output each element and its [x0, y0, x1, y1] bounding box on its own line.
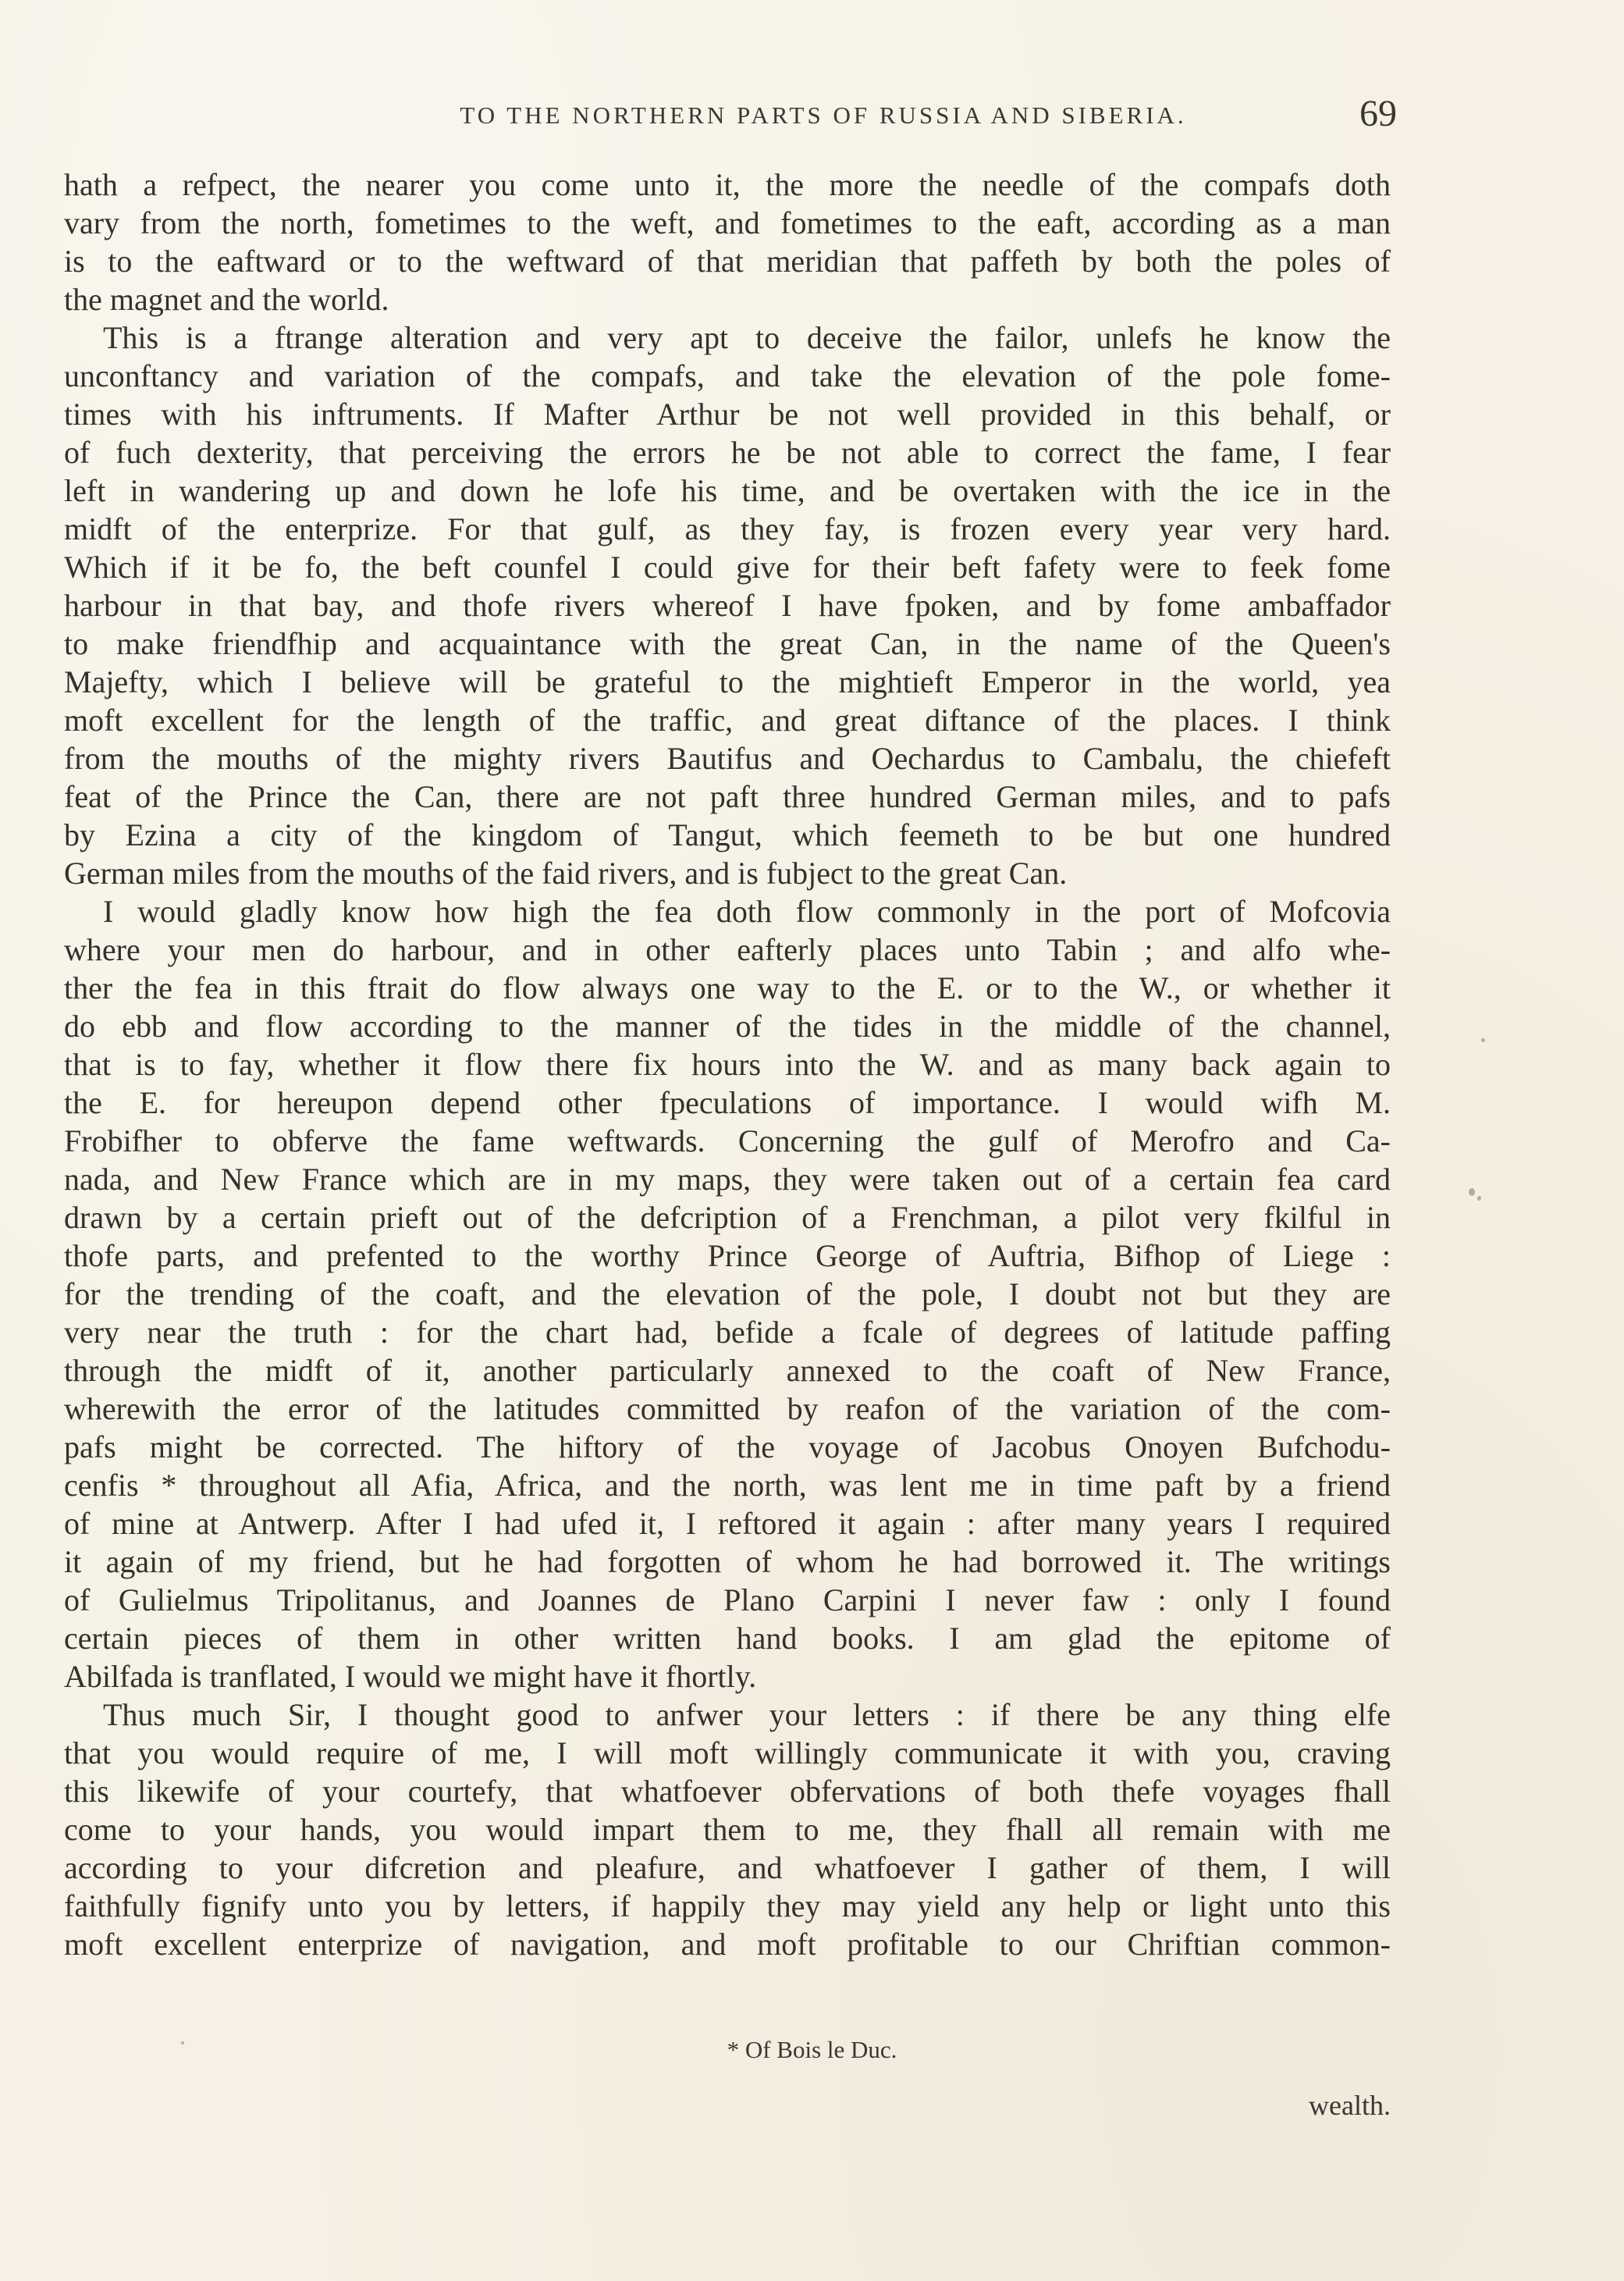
text-line: through the midft of it, another particularly annexed to the coaft of New France,: [64, 1353, 1391, 1388]
text-line: certain pieces of them in other written hand books. I am glad the epitome of: [64, 1621, 1391, 1656]
text-line: that you would require of me, I will moft willingly communicate it with you, craving: [64, 1735, 1391, 1770]
text-line: faithfully fignify unto you by letters, if happily they may yield any help or light unto this: [64, 1888, 1391, 1923]
text-line: vary from the north, fometimes to the weft, and fometimes to the eaft, according as a man: [64, 205, 1391, 240]
footnote: * Of Bois le Duc.: [727, 2036, 897, 2063]
text-line: that is to fay, whether it flow there fix hours into the W. and as many back again to: [64, 1047, 1391, 1082]
paper-speck: [181, 2041, 184, 2044]
text-line: this likewife of your courtefy, that whatfoever obfervations of both thefe voyages fhall: [64, 1774, 1391, 1809]
page-number: 69: [1359, 93, 1397, 134]
paper-speck: [1469, 1188, 1475, 1196]
text-line: Majefty, which I believe will be grateful to the mightieft Emperor in the world, yea: [64, 664, 1391, 699]
text-line: of Gulielmus Tripolitanus, and Joannes de Plano Carpini I never faw : only I found: [64, 1582, 1391, 1617]
catchword: wealth.: [1309, 2090, 1391, 2121]
text-line: pafs might be corrected. The hiftory of the voyage of Jacobus Onoyen Bufchodu-: [64, 1429, 1391, 1464]
text-line: times with his inftruments. If Mafter Arthur be not well provided in this behalf, or: [64, 397, 1391, 432]
text-line: midft of the enterprize. For that gulf, as they fay, is frozen every year very hard.: [64, 511, 1391, 546]
text-line: hath a refpect, the nearer you come unto it, the more the needle of the compafs doth: [64, 167, 1391, 202]
text-line: German miles from the mouths of the faid rivers, and is fubject to the great Can.: [64, 856, 1068, 891]
text-line: is to the eaftward or to the weftward of that meridian that paffeth by both the poles of: [64, 244, 1391, 279]
paragraph-start-line: Thus much Sir, I thought good to anfwer your letters : if there be any thing elfe: [103, 1697, 1391, 1732]
text-line: of fuch dexterity, that perceiving the errors he be not able to correct the fame, I fear: [64, 435, 1391, 470]
text-line: thofe parts, and prefented to the worthy Prince George of Auftria, Bifhop of Liege :: [64, 1238, 1391, 1273]
text-line: where your men do harbour, and in other eafterly places unto Tabin ; and alfo whe-: [64, 932, 1391, 967]
text-line: Abilfada is tranflated, I would we might have it fhortly.: [64, 1659, 757, 1694]
running-head: TO THE NORTHERN PARTS OF RUSSIA AND SIBERIA.: [460, 101, 1187, 129]
text-line: Which if it be fo, the beft counfel I could give for their beft fafety were to feek fome: [64, 550, 1391, 585]
text-line: it again of my friend, but he had forgotten of whom he had borrowed it. The writings: [64, 1544, 1391, 1579]
text-line: nada, and New France which are in my maps, they were taken out of a certain fea card: [64, 1162, 1391, 1197]
text-line: feat of the Prince the Can, there are not paft three hundred German miles, and to pafs: [64, 779, 1391, 814]
body-text: [64, 165, 1391, 1969]
text-line: from the mouths of the mighty rivers Bautifus and Oechardus to Cambalu, the chiefeft: [64, 741, 1391, 776]
text-line: cenfis * throughout all Afia, Africa, and the north, was lent me in time paft by a friend: [64, 1468, 1391, 1503]
text-line: ther the fea in this ftrait do flow always one way to the E. or to the W., or whether it: [64, 970, 1391, 1005]
text-line: harbour in that bay, and thofe rivers whereof I have fpoken, and by fome ambaffador: [64, 588, 1391, 623]
text-line: drawn by a certain prieft out of the defcription of a Frenchman, a pilot very fkilful in: [64, 1200, 1391, 1235]
text-line: by Ezina a city of the kingdom of Tangut, which feemeth to be but one hundred: [64, 817, 1391, 852]
text-line: come to your hands, you would impart them to me, they fhall all remain with me: [64, 1812, 1391, 1847]
text-line: of mine at Antwerp. After I had ufed it, I reftored it again : after many years I required: [64, 1506, 1391, 1541]
text-line: Frobifher to obferve the fame weftwards. Concerning the gulf of Merofro and Ca-: [64, 1123, 1391, 1158]
text-line: unconftancy and variation of the compafs, and take the elevation of the pole fome-: [64, 358, 1391, 393]
text-line: the magnet and the world.: [64, 282, 389, 317]
text-line: to make friendfhip and acquaintance with the great Can, in the name of the Queen's: [64, 626, 1391, 661]
text-line: left in wandering up and down he lofe his time, and be overtaken with the ice in the: [64, 473, 1391, 508]
paper-speck: [1481, 1038, 1485, 1042]
text-line: do ebb and flow according to the manner of the tides in the middle of the channel,: [64, 1009, 1391, 1044]
text-line: for the trending of the coaft, and the elevation of the pole, I doubt not but they are: [64, 1276, 1391, 1311]
text-line: the E. for hereupon depend other fpeculations of importance. I would wifh M.: [64, 1085, 1391, 1120]
text-line: according to your difcretion and pleafure, and whatfoever I gather of them, I will: [64, 1850, 1391, 1885]
text-line: moft excellent for the length of the traffic, and great diftance of the places. I think: [64, 703, 1391, 738]
text-line: wherewith the error of the latitudes committed by reafon of the variation of the com-: [64, 1391, 1391, 1426]
paper-speck: [1477, 1196, 1481, 1201]
paragraph-start-line: I would gladly know how high the fea doth flow commonly in the port of Mofcovia: [103, 894, 1391, 929]
text-line: very near the truth : for the chart had, befide a fcale of degrees of latitude paffing: [64, 1315, 1391, 1350]
text-line: moft excellent enterprize of navigation, and moft profitable to our Chriftian common-: [64, 1927, 1391, 1962]
paragraph-start-line: This is a ftrange alteration and very apt to deceive the failor, unlefs he know the: [103, 320, 1391, 355]
